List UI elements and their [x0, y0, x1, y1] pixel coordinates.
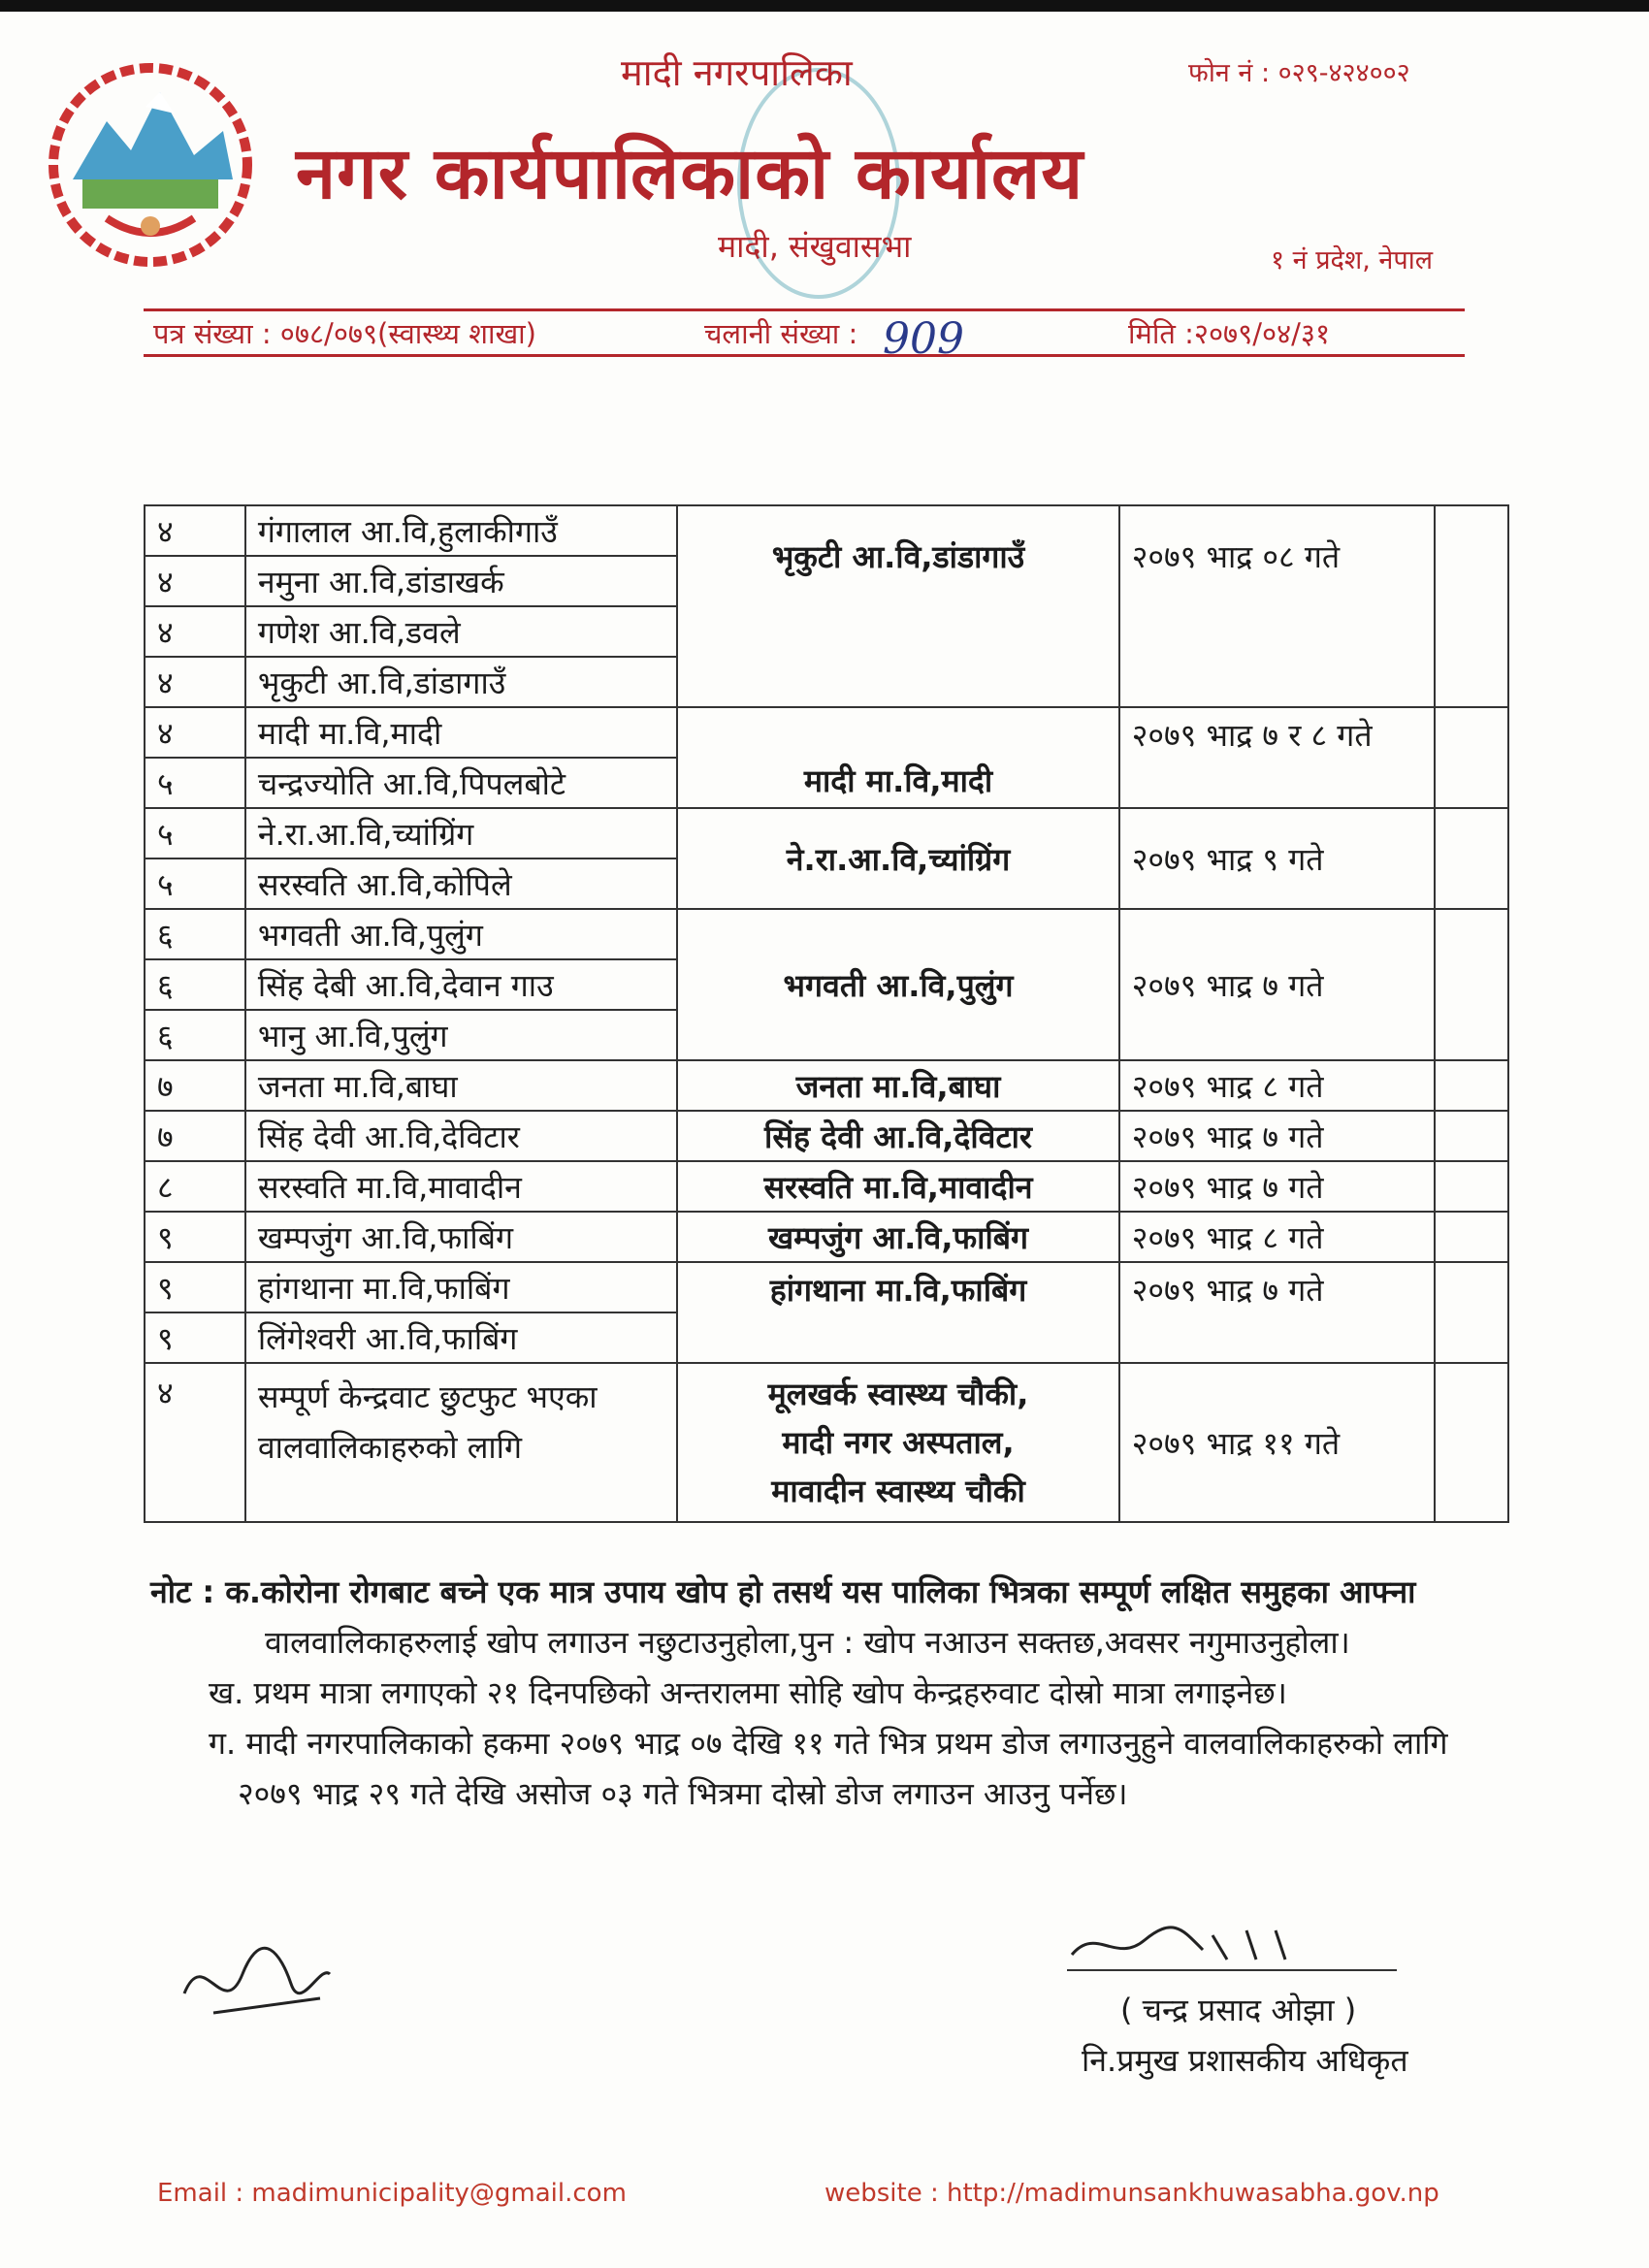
school-cell: नमुना आ.वि,डांडाखर्क — [245, 556, 677, 606]
ward-cell: ४ — [145, 657, 245, 707]
phone-number: फोन नं : ०२९-४२४००२ — [1188, 58, 1410, 88]
dispatch-label: चलानी संख्या : — [704, 317, 858, 350]
date-cell — [1119, 707, 1435, 808]
empty-cell — [1435, 1111, 1508, 1161]
date-cell — [1119, 505, 1435, 707]
signatory-title: नि.प्रमुख प्रशासकीय अधिकृत — [1082, 2042, 1408, 2079]
center-name: ने.रा.आ.वि,च्यांग्रिंग — [786, 840, 1011, 878]
table-row — [145, 1111, 1508, 1161]
center-name: हांगथाना मा.वि,फाबिंग — [769, 1272, 1027, 1309]
signatory-name: ( चन्द्र प्रसाद ओझा ) — [1120, 1992, 1357, 2028]
date-cell: २०७९ भाद्र ७ गते — [1119, 1161, 1435, 1212]
province-label: १ नं प्रदेश, नेपाल — [1271, 245, 1434, 275]
school-cell: सिंह देबी आ.वि,देवान गाउ — [245, 959, 677, 1010]
school-cell: हांगथाना मा.वि,फाबिंग — [245, 1262, 677, 1312]
table-row — [145, 707, 1508, 758]
ward-cell: ९ — [145, 1312, 245, 1363]
school-cell: खम्पजुंग आ.वि,फाबिंग — [245, 1212, 677, 1262]
handwritten-signature-left — [175, 1926, 340, 2032]
school-cell — [245, 1363, 677, 1522]
ward-cell: ९ — [145, 1262, 245, 1312]
letter-number: पत्र संख्या : ०७८/०७९(स्वास्थ्य शाखा) — [153, 317, 536, 350]
date-text: २०७९ भाद्र ०८ गते — [1131, 538, 1341, 575]
center-cell — [677, 909, 1118, 1060]
school-cell: गणेश आ.वि,डवले — [245, 606, 677, 657]
center-cell — [677, 808, 1118, 909]
municipality-name: मादी नगरपालिका — [621, 51, 853, 94]
center-cell: सिंह देवी आ.वि,देविटार — [677, 1111, 1118, 1161]
signature-line — [1067, 1969, 1397, 1971]
table-row — [145, 1262, 1508, 1312]
table-row — [145, 1212, 1508, 1262]
empty-cell — [1435, 707, 1508, 808]
note-line: ख. प्रथम मात्रा लगाएको २१ दिनपछिको अन्तरालमा सोहि खोप केन्द्रहरुवाट दोस्रो मात्रा लगाइनेछ। — [209, 1674, 1287, 1711]
dispatch-number: 909 — [883, 314, 964, 364]
ward-cell: ६ — [145, 1010, 245, 1060]
date-cell: २०७९ भाद्र ८ गते — [1119, 1212, 1435, 1262]
date-text: २०७९ भाद्र ७ गते — [1131, 1272, 1324, 1309]
school-cell: जनता मा.वि,बाघा — [245, 1060, 677, 1111]
center-cell: सरस्वति मा.वि,मावादीन — [677, 1161, 1118, 1212]
footer-website: website : http://madimunsankhuwasabha.gov.np — [824, 2179, 1439, 2208]
date-text: २०७९ भाद्र ७ र ८ गते — [1131, 717, 1373, 754]
school-cell: ने.रा.आ.वि,च्यांग्रिंग — [245, 808, 677, 859]
school-cell: भगवती आ.वि,पुलुंग — [245, 909, 677, 959]
center-cell: खम्पजुंग आ.वि,फाबिंग — [677, 1212, 1118, 1262]
empty-cell — [1435, 1212, 1508, 1262]
empty-cell — [1435, 505, 1508, 707]
school-line: सम्पूर्ण केन्द्रवाट छुटफुट भएका — [257, 1378, 598, 1415]
table-row — [145, 1161, 1508, 1212]
ward-cell: ४ — [145, 1363, 245, 1522]
center-line: मादी नगर अस्पताल, — [782, 1424, 1015, 1461]
center-cell — [677, 1363, 1118, 1522]
footer-email: Email : madimunicipality@gmail.com — [157, 2179, 627, 2208]
ward-cell: ४ — [145, 606, 245, 657]
letter-date: मिति :२०७९/०४/३१ — [1128, 317, 1331, 350]
ward-cell: ४ — [145, 707, 245, 758]
empty-cell — [1435, 1060, 1508, 1111]
handwritten-signature-right — [1067, 1916, 1300, 1974]
school-cell: सरस्वति आ.वि,कोपिले — [245, 859, 677, 909]
empty-cell — [1435, 909, 1508, 1060]
date-cell: २०७९ भाद्र ७ गते — [1119, 1111, 1435, 1161]
school-line: वालवालिकाहरुको लागि — [257, 1429, 522, 1466]
notes-section — [150, 1567, 1489, 1819]
school-cell: मादी मा.वि,मादी — [245, 707, 677, 758]
ward-cell: ८ — [145, 1161, 245, 1212]
center-cell — [677, 1262, 1118, 1363]
office-title: नगर कार्यपालिकाको कार्यालय — [296, 132, 1084, 215]
date-cell — [1119, 909, 1435, 1060]
school-cell: चन्द्रज्योति आ.वि,पिपलबोटे — [245, 758, 677, 808]
school-cell: लिंगेश्वरी आ.वि,फाबिंग — [245, 1312, 677, 1363]
date-text: २०७९ भाद्र ९ गते — [1131, 840, 1324, 878]
empty-cell — [1435, 808, 1508, 909]
ward-cell: ९ — [145, 1212, 245, 1262]
vaccination-schedule-table — [144, 504, 1509, 1523]
empty-cell — [1435, 1161, 1508, 1212]
table-row — [145, 505, 1508, 556]
date-text: २०७९ भाद्र ७ गते — [1131, 966, 1324, 1004]
center-cell — [677, 505, 1118, 707]
center-line: मावादीन स्वास्थ्य चौकी — [771, 1473, 1025, 1509]
date-cell — [1119, 1262, 1435, 1363]
date-cell: २०७९ भाद्र ८ गते — [1119, 1060, 1435, 1111]
ward-cell: ५ — [145, 758, 245, 808]
reference-line — [144, 308, 1465, 364]
table-row — [145, 1363, 1508, 1522]
ward-cell: ७ — [145, 1111, 245, 1161]
nepal-emblem-icon — [39, 53, 262, 276]
empty-cell — [1435, 1262, 1508, 1363]
note-line: २०७९ भाद्र २९ गते देखि असोज ०३ गते भित्रमा दोस्रो डोज लगाउन आउनु पर्नेछ। — [238, 1775, 1128, 1812]
ward-cell: ६ — [145, 909, 245, 959]
note-line: नोट : क.कोरोना रोगबाट बच्ने एक मात्र उपाय खोप हो तसर्थ यस पालिका भित्रका सम्पूर्ण लक्षित समुहका आफ्ना — [150, 1573, 1416, 1610]
center-name: मादी मा.वि,मादी — [803, 762, 993, 799]
ward-cell: ४ — [145, 505, 245, 556]
ward-cell: ६ — [145, 959, 245, 1010]
table-row — [145, 909, 1508, 959]
center-cell — [677, 707, 1118, 808]
center-name: भृकुटी आ.वि,डांडागाउँ — [771, 538, 1025, 575]
office-place: मादी, संखुवासभा — [718, 228, 912, 265]
ward-cell: ५ — [145, 859, 245, 909]
empty-cell — [1435, 1363, 1508, 1522]
center-cell: जनता मा.वि,बाघा — [677, 1060, 1118, 1111]
note-line: वालवालिकाहरुलाई खोप लगाउन नछुटाउनुहोला,पुन : खोप नआउन सक्तछ,अवसर नगुमाउनुहोला। — [265, 1624, 1350, 1661]
school-cell: सरस्वति मा.वि,मावादीन — [245, 1161, 677, 1212]
date-cell — [1119, 808, 1435, 909]
school-cell: गंगालाल आ.वि,हुलाकीगाउँ — [245, 505, 677, 556]
school-cell: भृकुटी आ.वि,डांडागाउँ — [245, 657, 677, 707]
ward-cell: ७ — [145, 1060, 245, 1111]
school-cell: भानु आ.वि,पुलुंग — [245, 1010, 677, 1060]
center-line: मूलखर्क स्वास्थ्य चौकी, — [767, 1376, 1029, 1412]
table-row — [145, 1060, 1508, 1111]
scan-top-edge — [0, 0, 1649, 12]
ward-cell: ४ — [145, 556, 245, 606]
center-name: भगवती आ.वि,पुलुंग — [783, 966, 1014, 1004]
table-row — [145, 808, 1508, 859]
note-line: ग. मादी नगरपालिकाको हकमा २०७९ भाद्र ०७ देखि ११ गते भित्र प्रथम डोज लगाउनुहुने वालवालिकाहरुको लागि — [209, 1725, 1448, 1762]
school-cell: सिंह देवी आ.वि,देविटार — [245, 1111, 677, 1161]
date-cell: २०७९ भाद्र ११ गते — [1119, 1363, 1435, 1522]
ward-cell: ५ — [145, 808, 245, 859]
